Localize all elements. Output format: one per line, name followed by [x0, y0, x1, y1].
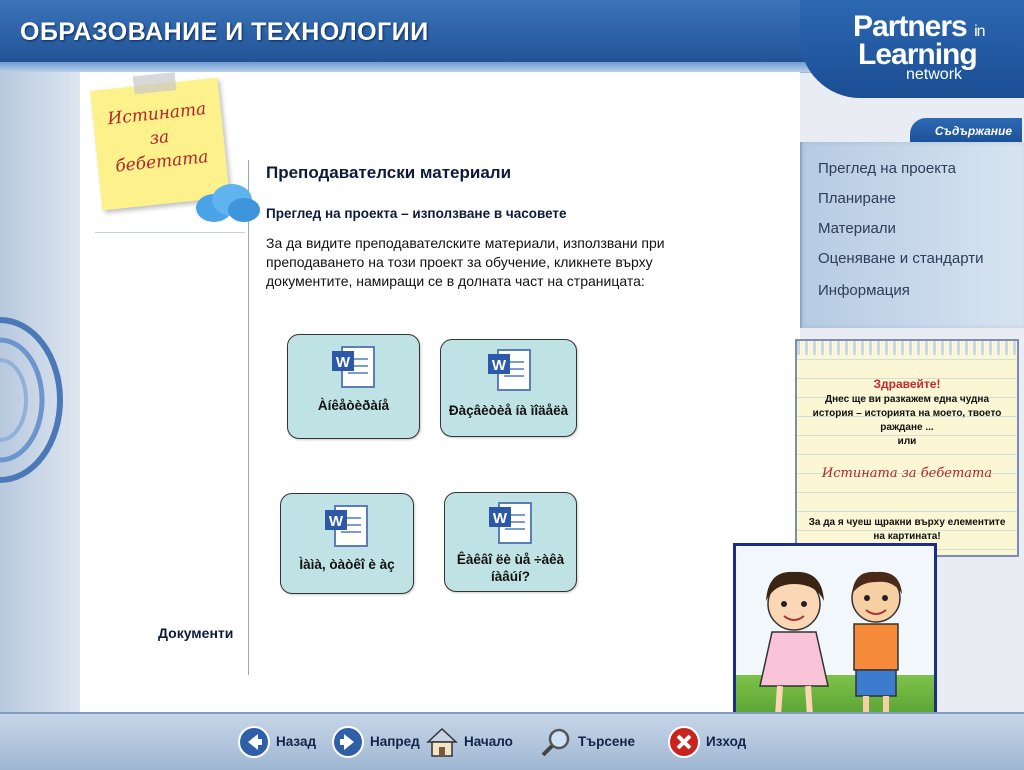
notebook-or-text: или [897, 436, 917, 447]
page-title: Преподавателски материали [266, 163, 512, 182]
forward-button[interactable] [332, 726, 424, 758]
svg-text:W: W [491, 357, 507, 374]
document-card-survey[interactable] [287, 334, 420, 439]
nav-item-materials[interactable]: Материали [818, 220, 896, 237]
word-document-icon [330, 345, 376, 389]
left-divider-line [95, 232, 245, 233]
nav-item-planning[interactable]: Планиране [818, 190, 896, 207]
notebook-greeting: Здравейте! [873, 377, 941, 391]
sticky-note-text: Истината за бебетата [106, 99, 210, 177]
notebook-spiral [797, 341, 1017, 355]
back-label: Назад [276, 734, 317, 749]
notebook-script-title: Истината за бебетата [821, 466, 993, 481]
vertical-divider [248, 160, 249, 675]
logo-line-3: network [906, 66, 963, 83]
logo-in: in [974, 23, 985, 40]
section-subtitle: Преглед на проекта – използване в часовете [266, 206, 567, 221]
contents-menu [800, 142, 1024, 328]
forward-label: Напред [370, 734, 420, 749]
back-button[interactable] [238, 726, 324, 758]
word-document-icon [323, 504, 369, 548]
document-label: Ìàìà, òàòêî è àç [299, 557, 395, 572]
notebook-click-hint: За да я чуеш щракни върху елементите на картината! [808, 517, 1006, 542]
documents-label: Документи [158, 625, 234, 641]
document-label: Àíêåòèðàíå [317, 398, 390, 413]
notebook-story-text: Днес ще ви разкажем една чудна история – историята на моето, твоето раждане ... [812, 394, 1002, 433]
arrow-left-icon [238, 726, 270, 758]
nav-item-information[interactable]: Информация [818, 282, 910, 299]
word-document-icon [487, 501, 533, 545]
search-button[interactable] [540, 726, 650, 758]
home-label: Начало [464, 734, 513, 749]
exit-label: Изход [706, 734, 747, 749]
bottom-navigation-bar [0, 712, 1024, 770]
svg-text:W: W [335, 354, 351, 371]
notebook-page [795, 339, 1019, 557]
home-icon [426, 726, 458, 758]
home-button[interactable] [426, 726, 526, 758]
tape-decoration [133, 72, 177, 94]
cloud-icon [192, 178, 262, 228]
document-card-outside[interactable] [444, 492, 577, 592]
partners-in-learning-logo [800, 0, 1024, 98]
children-illustration[interactable] [733, 543, 937, 733]
swirl-decoration-icon [0, 300, 70, 500]
logo-partners: Partners [853, 10, 967, 43]
children-drawing-icon [736, 546, 934, 730]
search-icon [540, 726, 572, 758]
logo-line-2: Learning [858, 38, 977, 71]
arrow-right-icon [332, 726, 364, 758]
instructions-text: За да видите преподавателските материали, използвани при преподаването на този проект за обучение, кликнете върху документите, намиращи се в долната част на страницата: [266, 235, 665, 289]
document-label: Ðàçâèòèå íà ìîäåëà [448, 403, 569, 418]
document-card-family[interactable] [280, 493, 414, 594]
nav-item-assessment[interactable]: Оценяване и стандарти [818, 250, 984, 267]
nav-item-project-overview[interactable]: Преглед на проекта [818, 160, 957, 177]
search-label: Търсене [578, 734, 636, 749]
contents-tab: Съдържание [910, 118, 1022, 144]
svg-text:W: W [492, 510, 508, 527]
close-icon [668, 726, 700, 758]
document-label: Êàêâî ëè ùå ÷àêà íàâúí? [456, 552, 565, 584]
app-title: ОБРАЗОВАНИЕ И ТЕХНОЛОГИИ [20, 18, 429, 46]
document-card-model[interactable] [440, 339, 577, 437]
exit-button[interactable] [668, 726, 758, 758]
svg-text:W: W [328, 513, 344, 530]
word-document-icon [486, 348, 532, 392]
